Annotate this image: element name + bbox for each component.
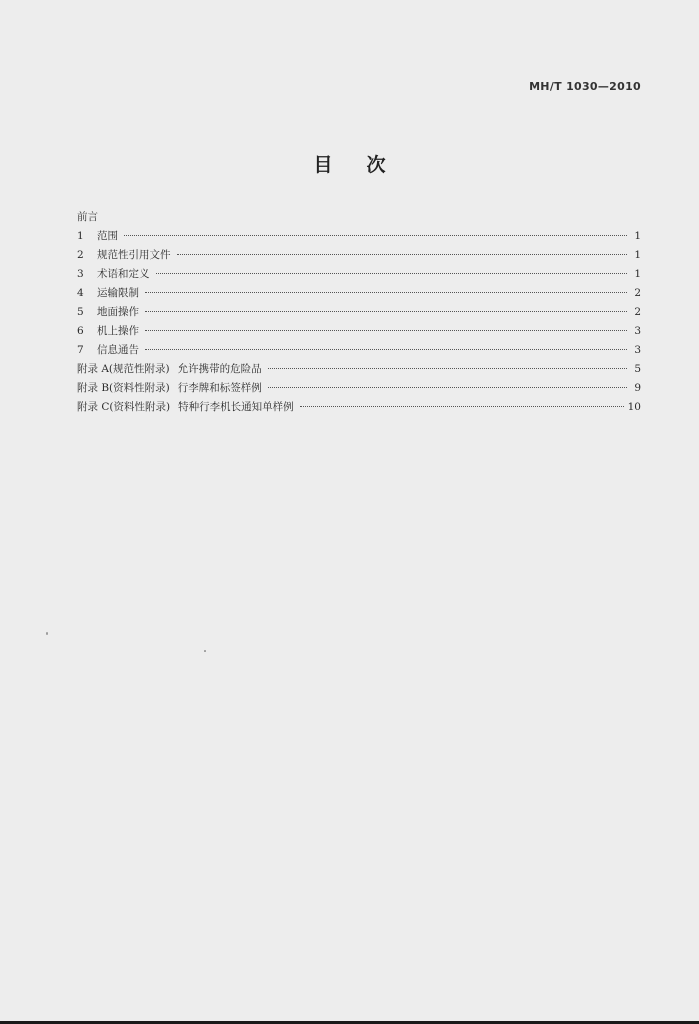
toc-entry-label: 术语和定义 xyxy=(97,268,150,280)
toc-entry-6[interactable] xyxy=(77,322,641,341)
document-code: MH/T 1030—2010 xyxy=(529,80,641,93)
scan-speck xyxy=(204,650,206,652)
toc-entry-page: 2 xyxy=(634,306,641,318)
toc-leader-dots xyxy=(268,368,627,369)
toc-entry-page: 1 xyxy=(634,249,641,261)
toc-entry-page: 3 xyxy=(634,344,641,356)
toc-leader-dots xyxy=(124,235,627,236)
toc-foreword[interactable] xyxy=(77,208,641,227)
toc-entry-number: 2 xyxy=(77,249,84,261)
toc-entry-page: 1 xyxy=(634,230,641,242)
toc-entry-page: 2 xyxy=(634,287,641,299)
toc-entry-number: 5 xyxy=(77,306,84,318)
toc-entry-label: 信息通告 xyxy=(97,344,139,356)
toc-leader-dots xyxy=(145,349,627,350)
toc-entry-label: 机上操作 xyxy=(97,325,139,337)
toc-appendix-prefix: 附录 C(资料性附录) xyxy=(77,401,171,413)
toc-appendix-prefix: 附录 B(资料性附录) xyxy=(77,382,170,394)
toc-leader-dots xyxy=(268,387,627,388)
toc-entry-number: 6 xyxy=(77,325,84,337)
toc-entry-3[interactable] xyxy=(77,265,641,284)
toc-appendix-prefix: 附录 A(规范性附录) xyxy=(77,363,170,375)
toc-entry-4[interactable] xyxy=(77,284,641,303)
toc-appendix-a[interactable] xyxy=(77,360,641,379)
toc-entry-label: 地面操作 xyxy=(97,306,139,318)
toc-appendix-label: 允许携带的危险品 xyxy=(177,363,262,375)
toc-entry-number: 1 xyxy=(77,230,84,242)
toc-leader-dots xyxy=(145,330,627,331)
table-of-contents xyxy=(77,208,641,417)
toc-entry-2[interactable] xyxy=(77,246,641,265)
toc-leader-dots xyxy=(145,292,627,293)
toc-appendix-b[interactable] xyxy=(77,379,641,398)
toc-entry-number: 7 xyxy=(77,344,84,356)
toc-leader-dots xyxy=(145,311,627,312)
toc-appendix-label: 行李牌和标签样例 xyxy=(177,382,262,394)
toc-appendix-page: 9 xyxy=(634,382,641,394)
toc-entry-number: 4 xyxy=(77,287,84,299)
toc-entry-label: 规范性引用文件 xyxy=(97,249,171,261)
toc-entry-number: 3 xyxy=(77,268,84,280)
toc-foreword-label: 前言 xyxy=(77,211,98,223)
toc-appendix-label: 特种行李机长通知单样例 xyxy=(178,401,294,413)
toc-leader-dots xyxy=(177,254,628,255)
toc-entry-1[interactable] xyxy=(77,227,641,246)
scan-speck xyxy=(46,632,48,635)
toc-appendix-page: 10 xyxy=(627,401,641,413)
toc-appendix-page: 5 xyxy=(634,363,641,375)
toc-entry-label: 运输限制 xyxy=(97,287,139,299)
toc-entry-5[interactable] xyxy=(77,303,641,322)
toc-appendix-c[interactable] xyxy=(77,398,641,417)
toc-entry-7[interactable] xyxy=(77,341,641,360)
toc-entry-label: 范围 xyxy=(97,230,118,242)
toc-leader-dots xyxy=(300,406,624,407)
toc-entry-page: 3 xyxy=(634,325,641,337)
toc-entry-page: 1 xyxy=(634,268,641,280)
page-title: 目次 xyxy=(313,154,420,176)
toc-leader-dots xyxy=(156,273,628,274)
